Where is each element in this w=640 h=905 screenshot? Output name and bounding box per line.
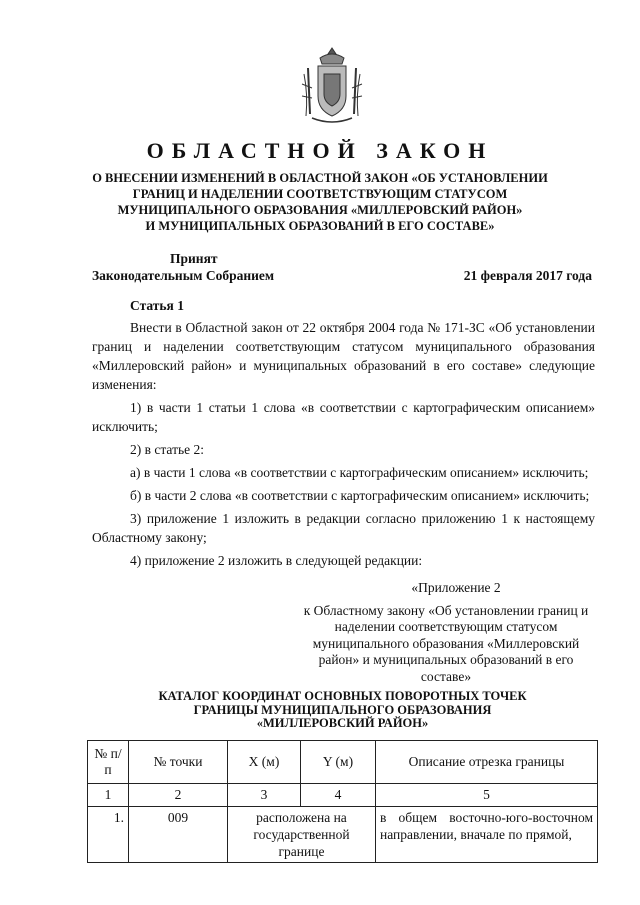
paragraph: б) в части 2 слова «в соответствии с картографическим описанием» исключить; [130, 488, 590, 503]
subtitle-line: ГРАНИЦ И НАДЕЛЕНИИ СООТВЕТСТВУЮЩИМ СТАТУСОМ [132, 187, 508, 201]
coordinates-table [87, 740, 598, 863]
article-body [92, 296, 595, 574]
header-cell: X (м) [228, 741, 301, 784]
table-number-row [88, 784, 598, 807]
row-number: 1. [88, 807, 129, 863]
adoption-date: 21 февраля 2017 года [463, 268, 592, 283]
subtitle-line: О ВНЕСЕНИИ ИЗМЕНЕНИЙ В ОБЛАСТНОЙ ЗАКОН «ОБ УСТАНОВЛЕНИИ [92, 171, 548, 185]
table-header-row [88, 741, 598, 784]
paragraph: а) в части 1 слова «в соответствии с картографическим описанием» исключить; [130, 465, 589, 480]
header-cell: № точки [129, 741, 228, 784]
number-cell: 5 [376, 784, 598, 807]
document-subtitle [60, 170, 580, 234]
subtitle-line: И МУНИЦИПАЛЬНЫХ ОБРАЗОВАНИЙ В ЕГО СОСТАВЕ» [145, 219, 495, 233]
row-point: 009 [129, 807, 228, 863]
paragraph: 3) приложение 1 изложить в редакции согласно приложению 1 к настоящему Областному закону; [92, 511, 595, 545]
header-cell: № п/п [88, 741, 129, 784]
coat-of-arms-icon [298, 44, 366, 124]
article-heading: Статья 1 [130, 298, 184, 313]
row-coordinates: расположена на государственной границе [228, 807, 376, 863]
paragraph: 4) приложение 2 изложить в следующей редакции: [130, 553, 423, 568]
catalog-line: «МИЛЛЕРОВСКИЙ РАЙОН» [256, 716, 429, 730]
catalog-line: КАТАЛОГ КООРДИНАТ ОСНОВНЫХ ПОВОРОТНЫХ ТОЧЕК [158, 689, 527, 703]
appendix-text: к Областному закону «Об установлении границ и наделении соответствующим статусом муниципального образования «Миллеровский район» и муниципальных образований в его составе» [303, 602, 589, 684]
appendix-note [300, 580, 592, 685]
adoption-block [92, 250, 592, 284]
number-cell: 4 [301, 784, 376, 807]
number-cell: 1 [88, 784, 129, 807]
adopted-by: Законодательным Собранием [92, 268, 275, 283]
document-title: ОБЛАСТНОЙ ЗАКОН [146, 138, 494, 163]
catalog-heading [90, 690, 595, 731]
catalog-line: ГРАНИЦЫ МУНИЦИПАЛЬНОГО ОБРАЗОВАНИЯ [193, 702, 492, 717]
appendix-heading: «Приложение 2 [411, 580, 501, 595]
table-row [88, 807, 598, 863]
header-cell: Y (м) [301, 741, 376, 784]
paragraph: 1) в части 1 статьи 1 слова «в соответствии с картографическим описанием» исключить; [92, 400, 595, 434]
number-cell: 2 [129, 784, 228, 807]
row-description: в общем восточно-юго-восточном направлении, вначале по прямой, [376, 807, 598, 863]
adopted-label: Принят [170, 251, 218, 266]
paragraph: Внести в Областной закон от 22 октября 2004 года № 171-ЗС «Об установлении границ и наделении соответствующим статусом муниципального образования «Миллеровский район» и муниципальных образований в его составе» следующие изменения: [92, 320, 595, 392]
paragraph: 2) в статье 2: [130, 442, 204, 457]
header-cell: Описание отрезка границы [376, 741, 598, 784]
subtitle-line: МУНИЦИПАЛЬНОГО ОБРАЗОВАНИЯ «МИЛЛЕРОВСКИЙ РАЙОН» [117, 203, 523, 217]
number-cell: 3 [228, 784, 301, 807]
